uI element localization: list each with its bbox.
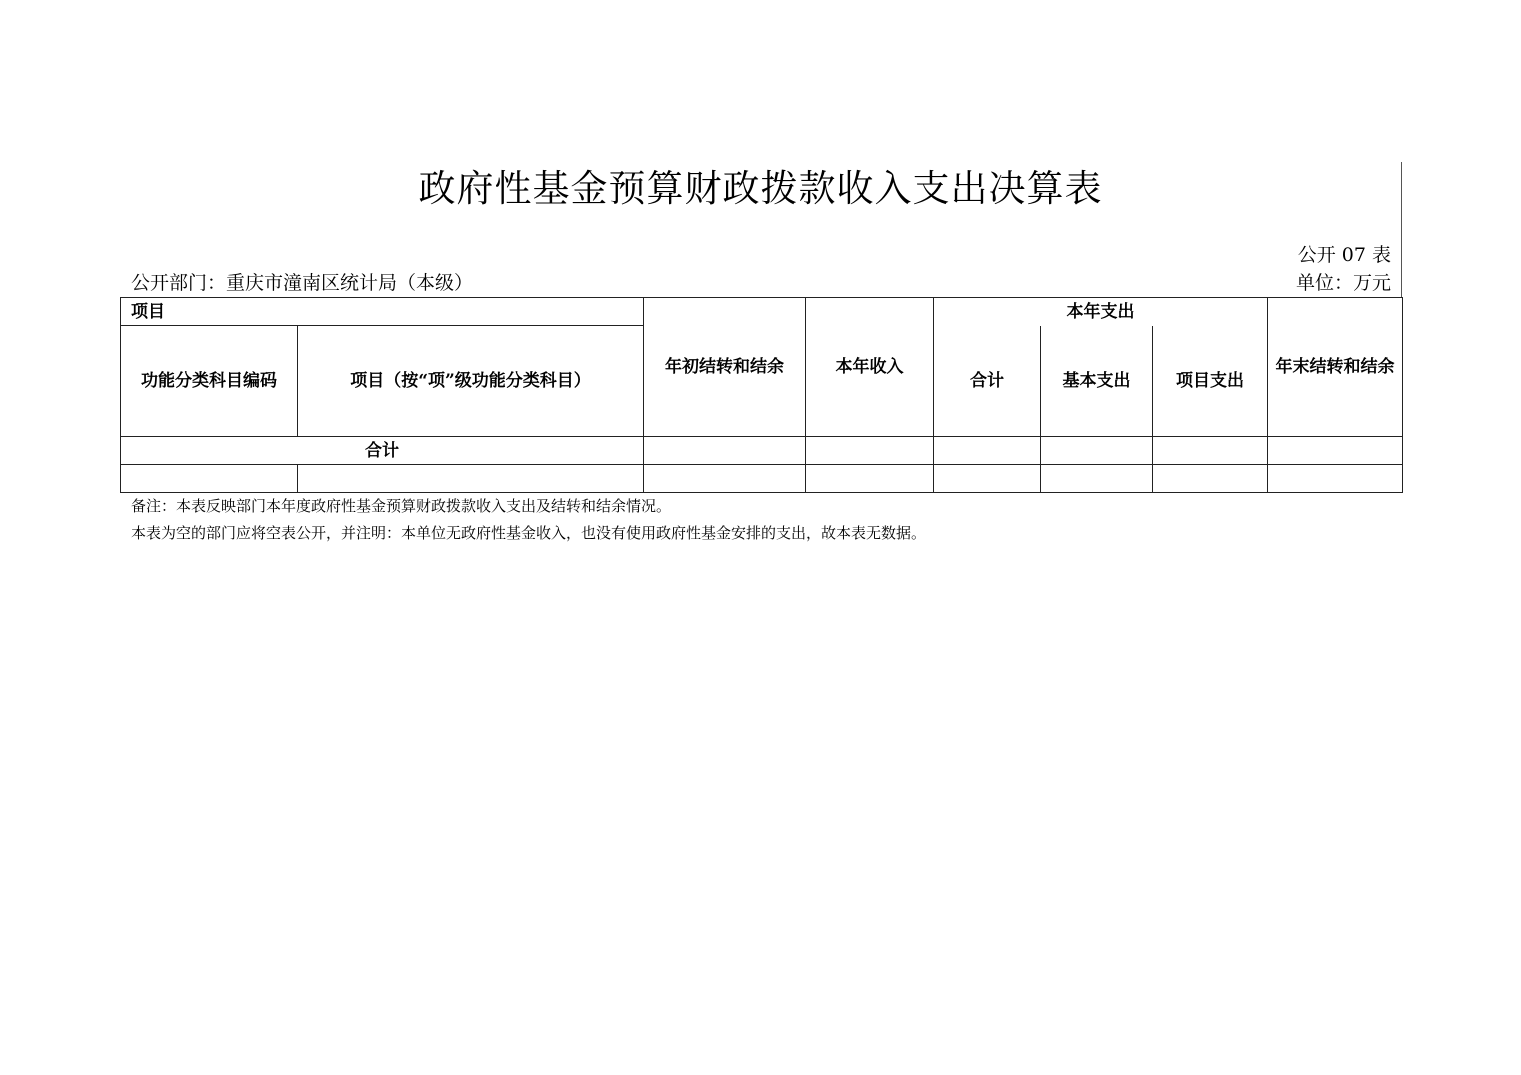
cell-basic-expense — [1041, 465, 1153, 493]
total-row — [121, 437, 1403, 465]
total-expense-total — [934, 437, 1041, 465]
page-title: 政府性基金预算财政拨款收入支出决算表 — [418, 167, 1103, 210]
cell-expense-total — [934, 465, 1041, 493]
form-number: 公开 07 表 — [1297, 244, 1391, 266]
total-row-label: 合计 — [121, 437, 644, 465]
budget-table — [120, 297, 1403, 493]
note-line-1: 备注：本表反映部门本年度政府性基金预算财政拨款收入支出及结转和结余情况。 — [131, 497, 672, 515]
cell-closing-balance — [1268, 465, 1403, 493]
header-basic-expense: 基本支出 — [1041, 326, 1153, 437]
header-project-expense: 项目支出 — [1153, 326, 1268, 437]
total-opening-balance — [644, 437, 806, 465]
table-row — [121, 465, 1403, 493]
note-line-2: 本表为空的部门应将空表公开，并注明：本单位无政府性基金收入，也没有使用政府性基金安排的支出，故本表无数据。 — [131, 524, 927, 542]
department-label: 公开部门：重庆市潼南区统计局（本级） — [131, 272, 474, 294]
total-current-income — [806, 437, 934, 465]
cell-item-name — [298, 465, 644, 493]
header-function-code: 功能分类科目编码 — [121, 326, 298, 437]
header-closing-balance: 年末结转和结余 — [1268, 298, 1403, 437]
header-total: 合计 — [934, 326, 1041, 437]
unit-label: 单位：万元 — [1295, 272, 1391, 294]
header-project: 项目 — [121, 298, 644, 326]
total-project-expense — [1153, 437, 1268, 465]
total-closing-balance — [1268, 437, 1403, 465]
header-item-by-class: 项目（按“项”级功能分类科目） — [298, 326, 644, 437]
header-opening-balance: 年初结转和结余 — [644, 298, 806, 437]
cell-function-code — [121, 465, 298, 493]
header-row-1 — [121, 298, 1403, 326]
total-basic-expense — [1041, 437, 1153, 465]
cell-opening-balance — [644, 465, 806, 493]
cell-current-income — [806, 465, 934, 493]
cell-project-expense — [1153, 465, 1268, 493]
header-current-expense: 本年支出 — [934, 298, 1268, 326]
header-current-income: 本年收入 — [806, 298, 934, 437]
